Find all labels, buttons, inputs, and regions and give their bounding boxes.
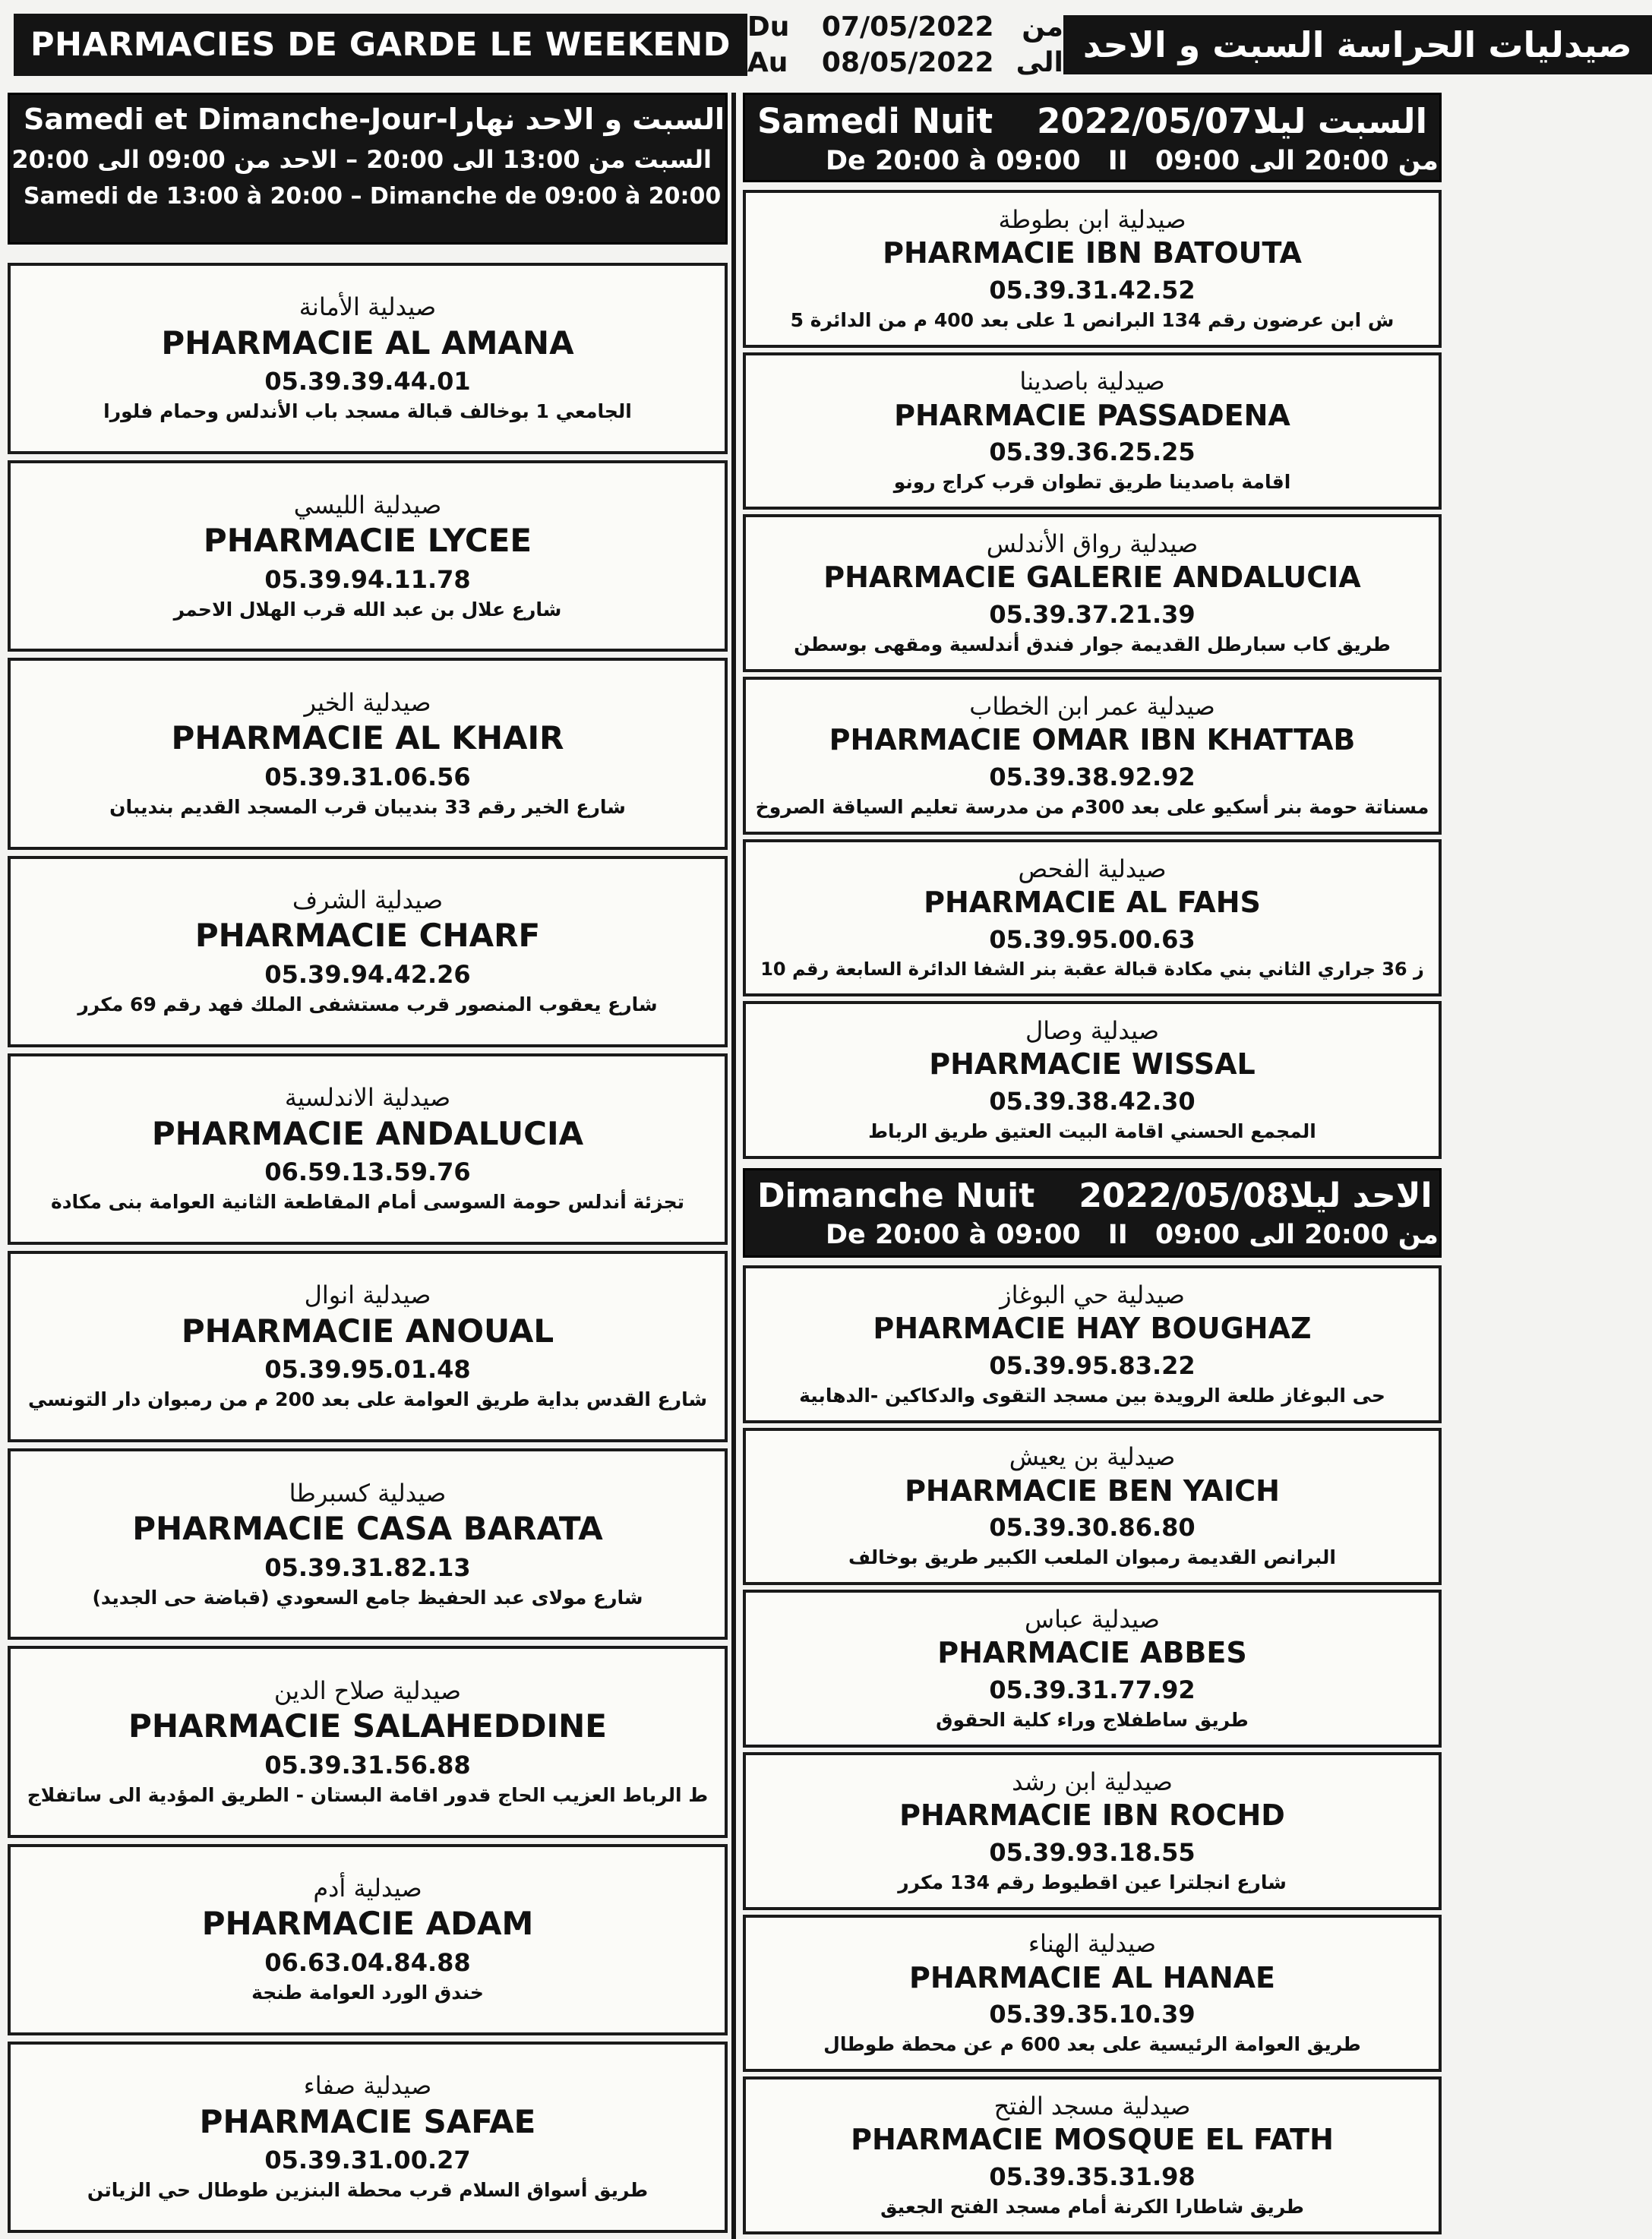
day-section-header [8, 93, 728, 245]
pharmacy-name-ar: صيدلية أدم [313, 1874, 422, 1903]
pharmacy-name-ar: صيدلية انوال [304, 1281, 431, 1310]
from-date-row [747, 11, 1063, 43]
sun-night-title-ar: الاحد ليلا [1289, 1176, 1432, 1215]
pharmacy-name-ar: صيدلية الليسي [293, 490, 442, 519]
pharmacy-address: ش ابن عرضون رقم 134 البرانص 1 على بعد 400 م من الدائرة 5 [790, 308, 1395, 331]
pharmacy-name-ar: صيدلية كسبرطا [289, 1478, 447, 1508]
pharmacy-phone: 05.39.95.83.22 [989, 1350, 1196, 1380]
pharmacy-phone: 05.39.95.00.63 [989, 924, 1196, 954]
pharmacy-card [743, 1752, 1442, 1910]
pharmacy-card [743, 1428, 1442, 1586]
from-label: Du [747, 11, 790, 43]
pharmacy-name-fr: PHARMACIE CASA BARATA [132, 1510, 603, 1548]
pharmacy-address: المجمع الحسني اقامة البيت العتيق طريق الرباط [868, 1120, 1316, 1142]
pharmacy-address: طريق كاب سبارطل القديمة جوار فندق أندلسية ومقهى بوسطن [794, 633, 1391, 655]
saturday-night-pharmacy-list [743, 190, 1442, 1164]
top-header [0, 0, 1632, 90]
pharmacy-address: طريق أسواق السلام قرب محطة البنزين طوطال حي الزياتن [87, 2179, 649, 2202]
pharmacy-card [743, 839, 1442, 997]
pharmacy-address: ط الرباط العزيب الحاج قدور اقامة البستان - الطريق المؤدية الى ساتفلاج [27, 1783, 709, 1806]
pharmacy-phone: 05.39.30.86.80 [989, 1513, 1196, 1543]
day-hours-fr: Samedi de 13:00 à 20:00 – Dimanche de 09:00 à 20:00 [24, 183, 722, 210]
day-title-fr: Samedi et Dimanche-Jour- [24, 103, 448, 136]
pharmacy-name-ar: صيدلية الخير [304, 687, 431, 717]
pharmacy-name-fr: PHARMACIE AL FAHS [924, 886, 1261, 920]
pharmacy-phone: 05.39.31.00.27 [264, 2146, 471, 2175]
pharmacy-address: طريق العوامة الرئيسية على بعد 600 م عن محطة طوطال [823, 2033, 1361, 2056]
pharmacy-name-fr: PHARMACIE SAFAE [199, 2102, 536, 2140]
day-pharmacy-list [8, 263, 728, 2239]
from-date: 07/05/2022 [821, 11, 994, 43]
pharmacy-address: حى البوغاز طلعة الرويدة بين مسجد التقوى والدكاكين -الدهابية [799, 1384, 1385, 1407]
saturday-night-header [743, 93, 1442, 182]
sat-night-title-fr: Samedi Nuit [757, 101, 993, 141]
pharmacy-card [743, 1265, 1442, 1423]
pharmacy-card [743, 514, 1442, 672]
date-range [747, 11, 1063, 78]
pharmacy-card [8, 1053, 728, 1245]
sat-night-hours-ar: من 20:00 الى 09:00 [1155, 146, 1439, 176]
pharmacy-name-ar: صيدلية الشرف [292, 886, 444, 915]
spacer [743, 1258, 1442, 1265]
pharmacy-address: خندق الورد العوامة طنجة [251, 1981, 484, 2004]
pharmacy-card [8, 460, 728, 652]
pharmacy-address: طريق ساطفلاج وراء كلية الحقوق [936, 1708, 1249, 1731]
pharmacy-card [8, 263, 728, 454]
to-date: 08/05/2022 [821, 47, 994, 78]
pharmacy-card [8, 1448, 728, 1640]
pharmacy-name-fr: PHARMACIE ADAM [201, 1905, 534, 1943]
sun-night-hours-ar: من 20:00 الى 09:00 [1155, 1220, 1439, 1250]
pharmacy-phone: 05.39.31.42.52 [989, 275, 1196, 305]
pharmacy-name-ar: صيدلية عباس [1025, 1604, 1160, 1634]
pharmacy-name-fr: PHARMACIE PASSADENA [894, 398, 1290, 432]
sat-night-separator: II [1107, 146, 1128, 176]
pharmacy-card [8, 2042, 728, 2233]
pharmacy-name-fr: PHARMACIE HAY BOUGHAZ [873, 1312, 1312, 1346]
spacer [8, 245, 728, 263]
pharmacy-card [743, 1590, 1442, 1748]
pharmacy-phone: 06.63.04.84.88 [264, 1947, 471, 1977]
pharmacy-name-ar: صيدلية عمر ابن الخطاب [969, 691, 1215, 721]
sunday-night-pharmacy-list [743, 1265, 1442, 2239]
pharmacy-address: شارع القدس بداية طريق العوامة على بعد 200 م من رمبوان دار التونسي [27, 1388, 708, 1411]
pharmacy-address: شارع علال بن عبد الله قرب الهلال الاحمر [173, 598, 562, 621]
pharmacy-name-fr: PHARMACIE AL AMANA [161, 324, 574, 362]
pharmacy-name-ar: صيدلية الفحص [1018, 854, 1167, 883]
pharmacy-name-fr: PHARMACIE CHARF [194, 917, 541, 955]
sat-night-title-ar: السبت ليلا [1252, 101, 1427, 141]
pharmacy-phone: 05.39.31.56.88 [264, 1750, 471, 1780]
pharmacy-address: مسناتة حومة بنر أسكيو على بعد 300م من مدرسة تعليم السياقة الصروخ [755, 795, 1429, 818]
pharmacy-address: طريق شاطارا الكرنة أمام مسجد الفتح الجعيق [880, 2195, 1304, 2218]
spacer [743, 182, 1442, 190]
pharmacy-card [743, 352, 1442, 510]
sun-night-separator: II [1107, 1220, 1128, 1250]
sun-night-date: 2022/05/08 [1079, 1176, 1290, 1215]
to-label: Au [747, 47, 788, 78]
pharmacy-name-fr: PHARMACIE LYCEE [203, 522, 532, 559]
pharmacy-card [8, 658, 728, 849]
pharmacy-name-fr: PHARMACIE SALAHEDDINE [128, 1707, 607, 1745]
pharmacy-address: شارع الخير رقم 33 بنديبان قرب المسجد القديم بنديبان [109, 795, 626, 818]
pharmacy-name-fr: PHARMACIE GALERIE ANDALUCIA [823, 561, 1361, 595]
pharmacy-card [743, 2076, 1442, 2234]
pharmacy-phone: 05.39.94.11.78 [264, 564, 471, 594]
pharmacy-name-fr: PHARMACIE BEN YAICH [905, 1473, 1280, 1508]
pharmacy-name-ar: صيدلية مسجد الفتح [993, 2092, 1191, 2121]
pharmacy-address: ز 36 جراري الثاني بني مكادة قبالة عقبة بنر الشفا الدائرة السابعة رقم 10 [760, 958, 1424, 980]
pharmacy-name-fr: PHARMACIE ANOUAL [181, 1312, 554, 1350]
pharmacy-phone: 05.39.35.31.98 [989, 2162, 1196, 2191]
pharmacy-address: البرانص القديمة رمبوان الملعب الكبير طريق بوخالف [848, 1546, 1336, 1569]
pharmacy-address: تجزئة أندلس حومة السوسى أمام المقاطعة الثانية العوامة بنى مكادة [50, 1191, 685, 1214]
pharmacy-name-fr: PHARMACIE ANDALUCIA [151, 1114, 584, 1152]
pharmacy-phone: 05.39.31.82.13 [264, 1552, 471, 1582]
pharmacy-phone: 05.39.95.01.48 [264, 1355, 471, 1385]
pharmacy-address: شارع انجلترا عين اقطيوط رقم 134 مكرر [898, 1871, 1287, 1893]
pharmacy-name-fr: PHARMACIE IBN ROCHD [899, 1798, 1285, 1833]
to-label-ar: الى [1016, 47, 1063, 78]
pharmacy-card [743, 677, 1442, 835]
pharmacy-name-ar: صيدلية بن يعيش [1009, 1442, 1176, 1472]
pharmacy-phone: 05.39.36.25.25 [989, 437, 1196, 467]
pharmacy-name-fr: PHARMACIE WISSAL [929, 1047, 1256, 1082]
pharmacy-name-fr: PHARMACIE IBN BATOUTA [883, 236, 1302, 270]
pharmacy-name-ar: صيدلية صلاح الدين [273, 1675, 462, 1705]
pharmacy-name-ar: صيدلية باصدينا [1019, 367, 1165, 396]
pharmacy-name-ar: صيدلية الهناء [1028, 1929, 1157, 1959]
night-column [743, 93, 1442, 2239]
pharmacy-name-ar: صيدلية صفاء [303, 2071, 432, 2101]
pharmacy-card [8, 1251, 728, 1442]
day-column [8, 93, 728, 2239]
pharmacy-name-ar: صيدلية رواق الأندلس [986, 529, 1199, 558]
pharmacy-phone: 05.39.39.44.01 [264, 367, 471, 396]
pharmacy-name-ar: صيدلية ابن بطوطة [998, 204, 1186, 234]
pharmacy-name-fr: PHARMACIE MOSQUE EL FATH [851, 2123, 1334, 2157]
from-label-ar: من [1022, 11, 1063, 43]
pharmacy-card [743, 1915, 1442, 2073]
sat-night-hours-fr: De 20:00 à 09:00 [826, 146, 1081, 176]
pharmacy-phone: 05.39.38.42.30 [989, 1086, 1196, 1116]
to-date-row [747, 47, 1063, 78]
pharmacy-name-ar: صيدلية وصال [1025, 1016, 1159, 1045]
sunday-night-header [743, 1168, 1442, 1258]
pharmacy-phone: 05.39.37.21.39 [989, 599, 1196, 629]
pharmacy-name-ar: صيدلية حي البوغاز [1000, 1280, 1185, 1309]
title-fr: PHARMACIES DE GARDE LE WEEKEND [14, 14, 747, 76]
pharmacy-card [8, 856, 728, 1047]
pharmacy-phone: 05.39.38.92.92 [989, 762, 1196, 791]
pharmacy-card [743, 190, 1442, 348]
day-hours-ar: السبت من 13:00 الى 20:00 – الاحد من 09:00 الى 20:00 [11, 145, 712, 174]
pharmacy-phone: 05.39.35.10.39 [989, 2000, 1196, 2029]
pharmacy-name-ar: صيدلية الاندلسية [284, 1083, 451, 1113]
pharmacy-card [743, 1001, 1442, 1159]
day-title-ar: السبت و الاحد نهارا [447, 103, 725, 136]
pharmacy-name-ar: صيدلية الأمانة [298, 292, 437, 322]
pharmacy-phone: 06.59.13.59.76 [264, 1157, 471, 1187]
pharmacy-address: شارع يعقوب المنصور قرب مستشفى الملك فهد رقم 69 مكرر [77, 993, 658, 1015]
pharmacy-name-fr: PHARMACIE AL KHAIR [171, 719, 564, 757]
title-ar: صيدليات الحراسة السبت و الاحد [1063, 15, 1652, 74]
pharmacy-phone: 05.39.31.77.92 [989, 1675, 1196, 1704]
pharmacy-name-fr: PHARMACIE AL HANAE [909, 1960, 1275, 1994]
pharmacy-phone: 05.39.93.18.55 [989, 1837, 1196, 1867]
pharmacy-name-ar: صيدلية ابن رشد [1012, 1767, 1173, 1796]
pharmacy-phone: 05.39.94.42.26 [264, 959, 471, 989]
pharmacy-phone: 05.39.31.06.56 [264, 762, 471, 791]
pharmacy-address: شارع مولاى عبد الحفيظ جامع السعودي (قباضة حى الجديد) [92, 1586, 643, 1609]
sun-night-title-fr: Dimanche Nuit [757, 1176, 1035, 1215]
column-divider [731, 93, 736, 2239]
pharmacy-name-fr: PHARMACIE ABBES [937, 1636, 1247, 1670]
sat-night-date: 2022/05/07 [1037, 101, 1252, 141]
pharmacy-address: اقامة باصدينا طريق تطوان قرب كراج رونو [893, 471, 1291, 494]
sun-night-hours-fr: De 20:00 à 09:00 [826, 1220, 1081, 1250]
pharmacy-card [8, 1844, 728, 2035]
pharmacy-address: الجامعي 1 بوخالف قبالة مسجد باب الأندلس وحمام فلورا [103, 400, 632, 423]
pharmacy-card [8, 1646, 728, 1837]
pharmacy-name-fr: PHARMACIE OMAR IBN KHATTAB [829, 723, 1356, 757]
